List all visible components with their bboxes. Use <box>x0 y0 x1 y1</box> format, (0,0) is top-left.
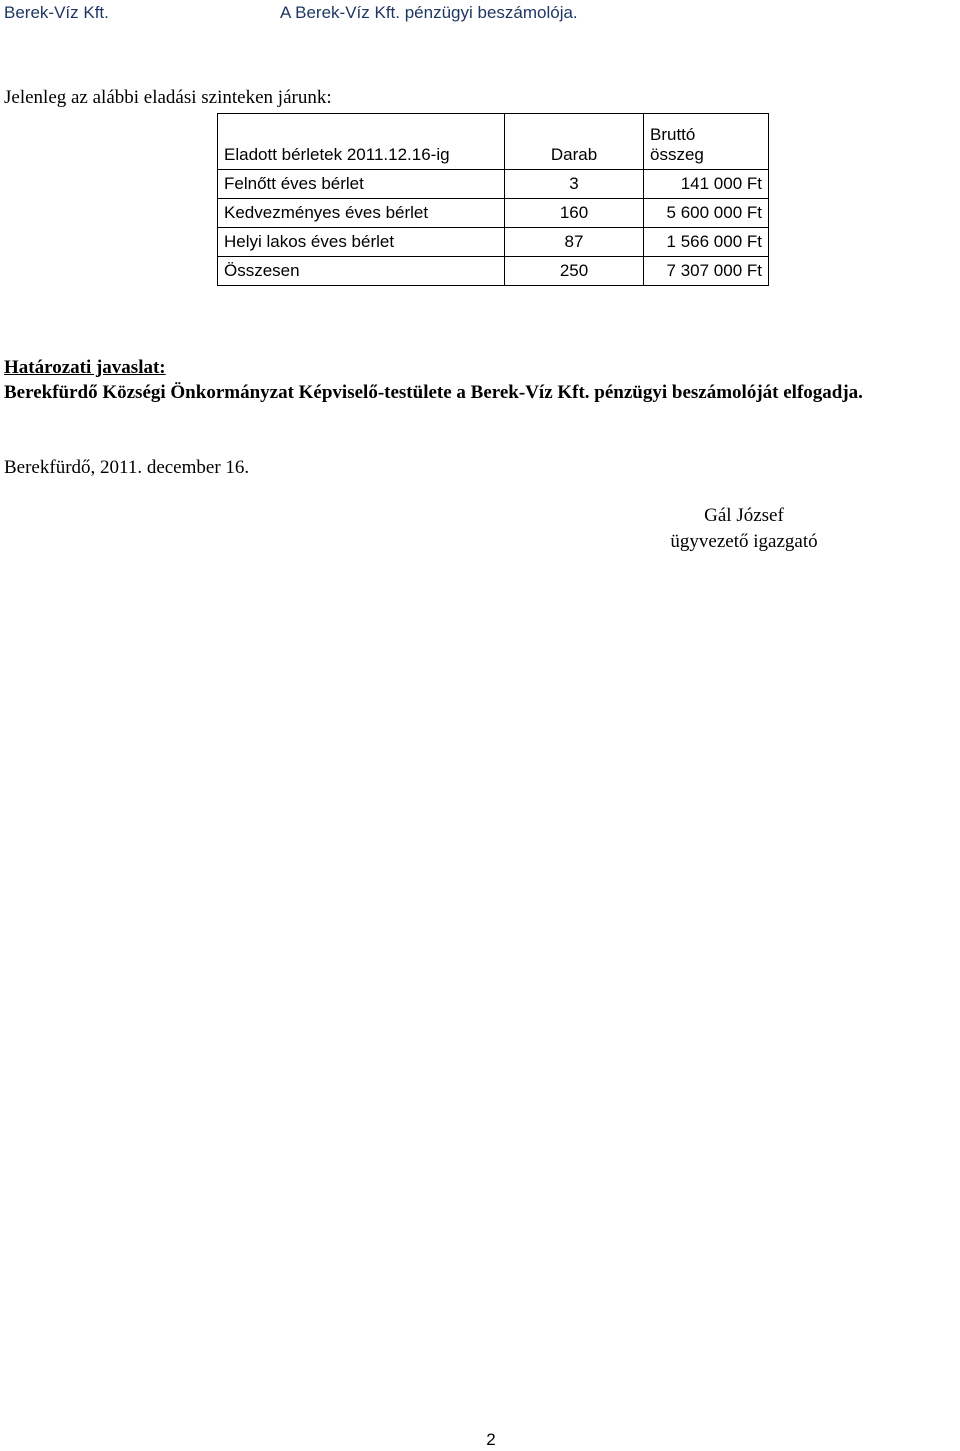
row-gross: 1 566 000 Ft <box>644 228 769 257</box>
row-name: Kedvezményes éves bérlet <box>218 199 505 228</box>
intro-text: Jelenleg az alábbi eladási szinteken járunk: <box>4 87 332 108</box>
row-count: 160 <box>505 199 644 228</box>
table-row <box>218 170 769 199</box>
header-gross <box>644 114 769 170</box>
row-count: 3 <box>505 170 644 199</box>
proposal-text: Berekfürdő Községi Önkormányzat Képviselő-testülete a Berek-Víz Kft. pénzügyi beszámolóját elfogadja. <box>4 382 863 403</box>
total-gross: 7 307 000 Ft <box>644 257 769 286</box>
header-document-title: A Berek-Víz Kft. pénzügyi beszámolója. <box>280 3 578 22</box>
proposal-title: Határozati javaslat: <box>4 357 166 378</box>
sales-table <box>217 113 769 286</box>
row-gross: 5 600 000 Ft <box>644 199 769 228</box>
row-gross: 141 000 Ft <box>644 170 769 199</box>
total-count: 250 <box>505 257 644 286</box>
signer-name: Gál József <box>704 505 784 526</box>
header-company: Berek-Víz Kft. <box>4 3 109 22</box>
table-total-row <box>218 257 769 286</box>
table-header-row <box>218 114 769 170</box>
header-gross-line2: összeg <box>650 145 704 164</box>
header-name: Eladott bérletek 2011.12.16-ig <box>218 114 505 170</box>
row-count: 87 <box>505 228 644 257</box>
signer-title: ügyvezető igazgató <box>670 531 818 552</box>
signature-block <box>660 503 828 555</box>
total-label: Összesen <box>218 257 505 286</box>
table-row <box>218 199 769 228</box>
row-name: Helyi lakos éves bérlet <box>218 228 505 257</box>
page-number: 2 <box>486 1430 496 1449</box>
header-count: Darab <box>505 114 644 170</box>
row-name: Felnőtt éves bérlet <box>218 170 505 199</box>
header-gross-line1: Bruttó <box>650 125 696 144</box>
table-row <box>218 228 769 257</box>
dateline: Berekfürdő, 2011. december 16. <box>4 457 250 478</box>
